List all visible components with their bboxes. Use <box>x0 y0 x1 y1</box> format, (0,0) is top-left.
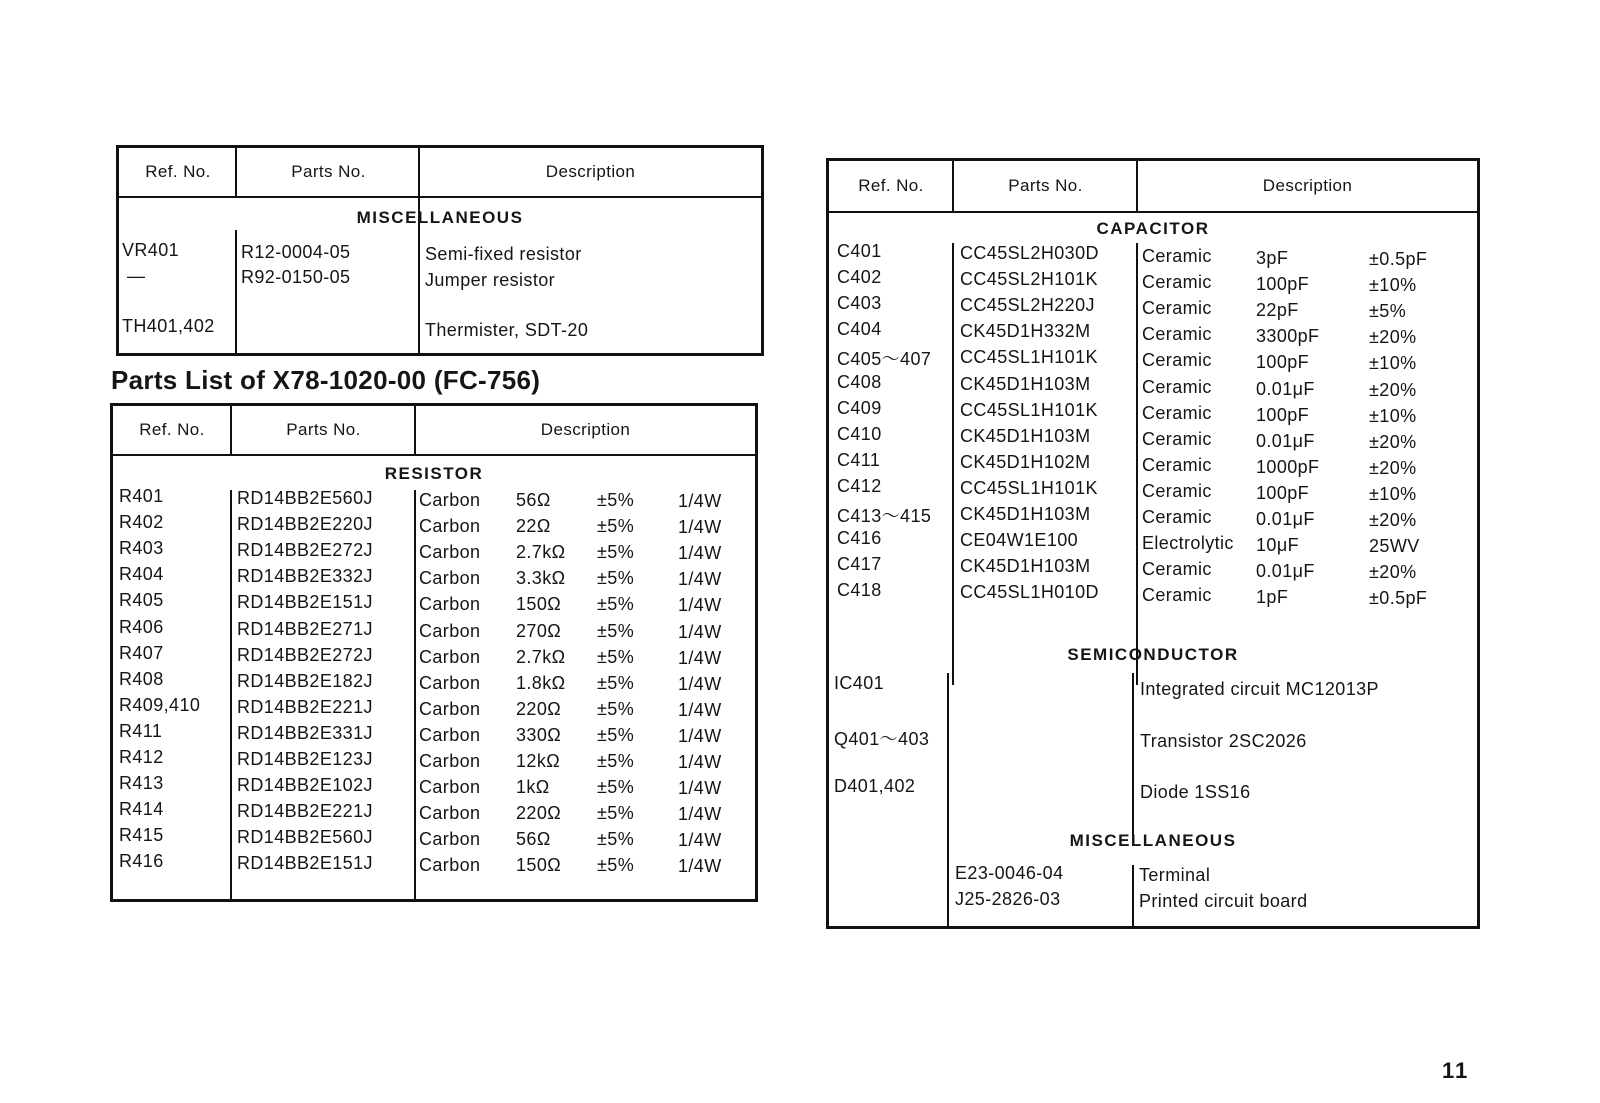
value-cell: 220Ω <box>516 803 562 824</box>
part-cell: RD14BB2E221J <box>237 801 373 822</box>
part-cell: CK45D1H103M <box>960 425 1091 446</box>
value-cell: 2.7kΩ <box>516 646 566 667</box>
ref-cell: R405 <box>119 590 164 611</box>
value-cell: 3300pF <box>1256 326 1320 347</box>
ref-cell: VR401 <box>122 240 180 260</box>
tolerance-cell: ±10% <box>1369 353 1417 374</box>
rating-cell: 1/4W <box>678 856 722 877</box>
column-divider <box>1132 673 1134 835</box>
column-divider <box>1136 161 1138 211</box>
tolerance-cell: ±5% <box>597 620 635 641</box>
rating-cell: 1/4W <box>678 621 722 642</box>
column-divider <box>1136 243 1138 685</box>
ref-cell: C401 <box>837 241 882 261</box>
ref-cell: C409 <box>837 397 882 418</box>
part-cell: RD14BB2E123J <box>237 749 373 769</box>
tolerance-cell: ±10% <box>1369 275 1417 296</box>
value-cell: 3pF <box>1256 248 1289 268</box>
type-cell: Carbon <box>419 568 481 589</box>
type-cell: Ceramic <box>1142 272 1212 293</box>
part-cell: CK45D1H103M <box>960 373 1091 394</box>
rating-cell: 1/4W <box>678 725 722 746</box>
tolerance-cell: ±5% <box>597 672 635 693</box>
header-ref-no: Ref. No. <box>139 420 205 439</box>
type-cell: Carbon <box>419 490 481 510</box>
value-cell: 1pF <box>1256 587 1289 608</box>
rating-cell: 1/4W <box>678 673 722 694</box>
section-heading: SEMICONDUCTOR <box>1067 645 1239 664</box>
ref-cell: R404 <box>119 564 164 585</box>
rating-cell: 1/4W <box>678 517 722 538</box>
type-cell: Ceramic <box>1142 585 1212 606</box>
description-cell: Terminal <box>1139 865 1211 885</box>
tolerance-cell: ±5% <box>1369 301 1407 322</box>
ref-cell: R408 <box>119 668 164 689</box>
ref-cell: C403 <box>837 293 882 314</box>
value-cell: 100pF <box>1256 404 1310 425</box>
value-cell: 150Ω <box>516 855 562 876</box>
ref-cell: R402 <box>119 512 164 533</box>
section-heading: MISCELLANEOUS <box>1069 831 1237 850</box>
part-cell: CC45SL1H101K <box>960 347 1098 368</box>
part-cell: RD14BB2E182J <box>237 670 373 691</box>
ref-cell: R406 <box>119 616 164 637</box>
rating-cell: 1/4W <box>678 647 722 668</box>
ref-cell: R412 <box>119 747 164 767</box>
column-divider <box>952 161 954 211</box>
description-cell: Printed circuit board <box>1139 891 1308 911</box>
part-cell: CC45SL1H101K <box>960 477 1098 498</box>
header-description: Description <box>540 420 631 439</box>
part-cell: RD14BB2E331J <box>237 722 373 743</box>
part-cell: RD14BB2E560J <box>237 488 373 508</box>
header-description: Description <box>545 162 636 181</box>
description-cell: Thermister, SDT-20 <box>425 320 589 340</box>
type-cell: Carbon <box>419 698 481 719</box>
ref-cell: C412 <box>837 475 882 496</box>
type-cell: Carbon <box>419 803 481 824</box>
value-cell: 0.01μF <box>1256 378 1315 399</box>
part-cell: CK45D1H103M <box>960 556 1091 577</box>
part-cell: R92-0150-05 <box>241 267 351 287</box>
part-cell: RD14BB2E151J <box>237 853 373 874</box>
part-cell: CC45SL1H101K <box>960 399 1098 420</box>
column-divider <box>418 148 420 353</box>
column-divider <box>414 406 416 454</box>
type-cell: Ceramic <box>1142 454 1212 475</box>
tolerance-cell: ±20% <box>1369 510 1417 530</box>
column-divider <box>1132 865 1134 926</box>
section-heading: CAPACITOR <box>1096 219 1210 238</box>
value-cell: 0.01μF <box>1256 561 1315 582</box>
tolerance-cell: ±5% <box>597 490 635 510</box>
header-ref-no: Ref. No. <box>145 162 211 181</box>
part-cell: RD14BB2E221J <box>237 696 373 717</box>
tolerance-cell: ±20% <box>1369 457 1417 478</box>
tolerance-cell: ±0.5pF <box>1369 588 1428 609</box>
value-cell: 100pF <box>1256 274 1310 295</box>
ref-cell: C411 <box>837 449 881 470</box>
value-cell: 220Ω <box>516 698 562 719</box>
type-cell: Carbon <box>419 516 481 537</box>
value-cell: 22pF <box>1256 300 1299 321</box>
rating-cell: 1/4W <box>678 491 722 511</box>
ref-cell: R409,410 <box>119 694 201 715</box>
value-cell: 56Ω <box>516 829 551 850</box>
type-cell: Ceramic <box>1142 324 1212 345</box>
header-parts-no: Parts No. <box>1008 176 1083 195</box>
tolerance-cell: ±5% <box>597 542 635 563</box>
tolerance-cell: ±5% <box>597 724 635 745</box>
tolerance-cell: ±5% <box>597 855 635 876</box>
resistor-table <box>110 403 758 902</box>
description-cell: Integrated circuit MC12013P <box>1140 679 1379 699</box>
tolerance-cell: ±20% <box>1369 431 1417 452</box>
ref-cell: C416 <box>837 528 882 549</box>
table-header <box>113 406 755 456</box>
ref-cell: IC401 <box>834 673 885 693</box>
part-cell: RD14BB2E102J <box>237 775 373 796</box>
type-cell: Carbon <box>419 672 481 693</box>
value-cell: 1.8kΩ <box>516 672 566 693</box>
value-cell: 1000pF <box>1256 456 1320 477</box>
value-cell: 3.3kΩ <box>516 568 566 589</box>
type-cell: Carbon <box>419 829 481 850</box>
header-parts-no: Parts No. <box>286 420 361 439</box>
tolerance-cell: ±5% <box>597 516 635 537</box>
description-cell: Jumper resistor <box>425 270 556 290</box>
part-cell: R12-0004-05 <box>241 242 351 262</box>
tolerance-cell: ±5% <box>597 646 635 667</box>
ref-cell: D401,402 <box>834 776 916 796</box>
header-parts-no: Parts No. <box>291 162 366 181</box>
tolerance-cell: ±5% <box>597 751 635 771</box>
rating-cell: 1/4W <box>678 699 722 720</box>
description-cell: Transistor 2SC2026 <box>1140 731 1307 751</box>
type-cell: Ceramic <box>1142 298 1212 319</box>
section-heading: MISCELLANEOUS <box>356 208 524 227</box>
value-cell: 56Ω <box>516 490 551 510</box>
capacitor-semiconductor-table <box>826 158 1480 929</box>
part-cell: RD14BB2E332J <box>237 566 373 587</box>
rating-cell: 1/4W <box>678 543 722 564</box>
type-cell: Carbon <box>419 542 481 563</box>
type-cell: Carbon <box>419 724 481 745</box>
column-divider <box>947 673 949 926</box>
tolerance-cell: 25WV <box>1369 536 1420 557</box>
part-cell: RD14BB2E272J <box>237 644 373 665</box>
rating-cell: 1/4W <box>678 804 722 825</box>
page-number: 11 <box>1442 1058 1470 1083</box>
type-cell: Ceramic <box>1142 402 1212 423</box>
type-cell: Carbon <box>419 855 481 876</box>
type-cell: Ceramic <box>1142 376 1212 397</box>
table-header <box>829 161 1477 213</box>
rating-cell: 1/4W <box>678 569 722 590</box>
column-divider <box>414 490 416 899</box>
column-divider <box>952 243 954 685</box>
part-cell: RD14BB2E560J <box>237 827 373 848</box>
part-cell: CC45SL2H101K <box>960 269 1098 290</box>
tolerance-cell: ±0.5pF <box>1369 249 1428 269</box>
ref-cell: C413～415 <box>837 506 932 526</box>
part-cell: CC45SL2H220J <box>960 295 1095 316</box>
value-cell: 100pF <box>1256 482 1310 503</box>
part-cell: CK45D1H102M <box>960 451 1091 472</box>
column-divider <box>235 230 237 353</box>
ref-cell: C402 <box>837 267 882 288</box>
part-cell: CC45SL1H010D <box>960 582 1099 603</box>
tolerance-cell: ±10% <box>1369 483 1417 504</box>
ref-cell: R407 <box>119 642 164 663</box>
tolerance-cell: ±5% <box>597 803 635 824</box>
header-ref-no: Ref. No. <box>858 176 924 195</box>
type-cell: Carbon <box>419 620 481 641</box>
ref-cell: R415 <box>119 825 164 846</box>
rating-cell: 1/4W <box>678 778 722 799</box>
value-cell: 12kΩ <box>516 751 561 771</box>
value-cell: 2.7kΩ <box>516 542 566 563</box>
type-cell: Ceramic <box>1142 507 1212 527</box>
part-cell: CK45D1H332M <box>960 321 1091 342</box>
ref-cell: C418 <box>837 580 882 601</box>
type-cell: Ceramic <box>1142 559 1212 580</box>
column-divider <box>230 406 232 454</box>
value-cell: 270Ω <box>516 620 562 641</box>
part-cell: RD14BB2E272J <box>237 540 373 561</box>
tolerance-cell: ±5% <box>597 568 635 589</box>
part-cell: RD14BB2E220J <box>237 514 373 535</box>
parts-list-title: Parts List of X78-1020-00 (FC-756) <box>111 365 541 395</box>
ref-cell: C404 <box>837 319 882 340</box>
part-cell: CE04W1E100 <box>960 530 1079 551</box>
ref-cell: Q401～403 <box>834 729 930 749</box>
rating-cell: 1/4W <box>678 752 722 772</box>
part-cell: CK45D1H103M <box>960 504 1091 524</box>
type-cell: Electrolytic <box>1142 533 1234 554</box>
ref-cell: R413 <box>119 773 164 794</box>
table-header <box>119 148 761 198</box>
misc-table <box>116 145 764 356</box>
part-cell: RD14BB2E151J <box>237 592 373 613</box>
part-cell: CC45SL2H030D <box>960 243 1099 263</box>
rating-cell: 1/4W <box>678 595 722 616</box>
type-cell: Ceramic <box>1142 428 1212 449</box>
type-cell: Ceramic <box>1142 480 1212 501</box>
type-cell: Carbon <box>419 646 481 667</box>
description-cell: Diode 1SS16 <box>1140 782 1251 802</box>
tolerance-cell: ±5% <box>597 594 635 615</box>
column-divider <box>235 148 237 196</box>
value-cell: 1kΩ <box>516 777 550 798</box>
ref-cell: TH401,402 <box>122 316 215 336</box>
tolerance-cell: ±5% <box>597 829 635 850</box>
value-cell: 10μF <box>1256 535 1299 556</box>
ref-cell: R401 <box>119 486 164 506</box>
value-cell: 0.01μF <box>1256 509 1315 529</box>
type-cell: Carbon <box>419 777 481 798</box>
ref-cell: C417 <box>837 554 882 575</box>
part-cell: RD14BB2E271J <box>237 618 373 639</box>
tolerance-cell: ±20% <box>1369 327 1417 348</box>
tolerance-cell: ±20% <box>1369 562 1417 583</box>
header-description: Description <box>1262 176 1353 195</box>
ref-cell: C405～407 <box>837 349 932 370</box>
ref-cell: R416 <box>119 851 164 872</box>
tolerance-cell: ±5% <box>597 777 635 798</box>
type-cell: Ceramic <box>1142 350 1212 371</box>
ref-cell: R411 <box>119 720 163 741</box>
ref-cell: R403 <box>119 538 164 559</box>
description-cell: Semi-fixed resistor <box>425 244 582 264</box>
type-cell: Ceramic <box>1142 246 1212 266</box>
tolerance-cell: ±5% <box>597 698 635 719</box>
ref-cell: R414 <box>119 799 164 820</box>
value-cell: 100pF <box>1256 352 1310 373</box>
tolerance-cell: ±20% <box>1369 379 1417 400</box>
value-cell: 22Ω <box>516 516 551 537</box>
ref-cell: C408 <box>837 371 882 392</box>
ref-cell: — <box>127 266 146 286</box>
tolerance-cell: ±10% <box>1369 405 1417 426</box>
type-cell: Carbon <box>419 751 481 771</box>
ref-cell: C410 <box>837 423 882 444</box>
value-cell: 330Ω <box>516 724 562 745</box>
rating-cell: 1/4W <box>678 830 722 851</box>
type-cell: Carbon <box>419 594 481 615</box>
part-cell: E23-0046-04 <box>955 863 1064 883</box>
value-cell: 150Ω <box>516 594 562 615</box>
column-divider <box>230 490 232 899</box>
section-heading: RESISTOR <box>384 464 484 483</box>
part-cell: J25-2826-03 <box>955 889 1061 909</box>
value-cell: 0.01μF <box>1256 430 1315 451</box>
